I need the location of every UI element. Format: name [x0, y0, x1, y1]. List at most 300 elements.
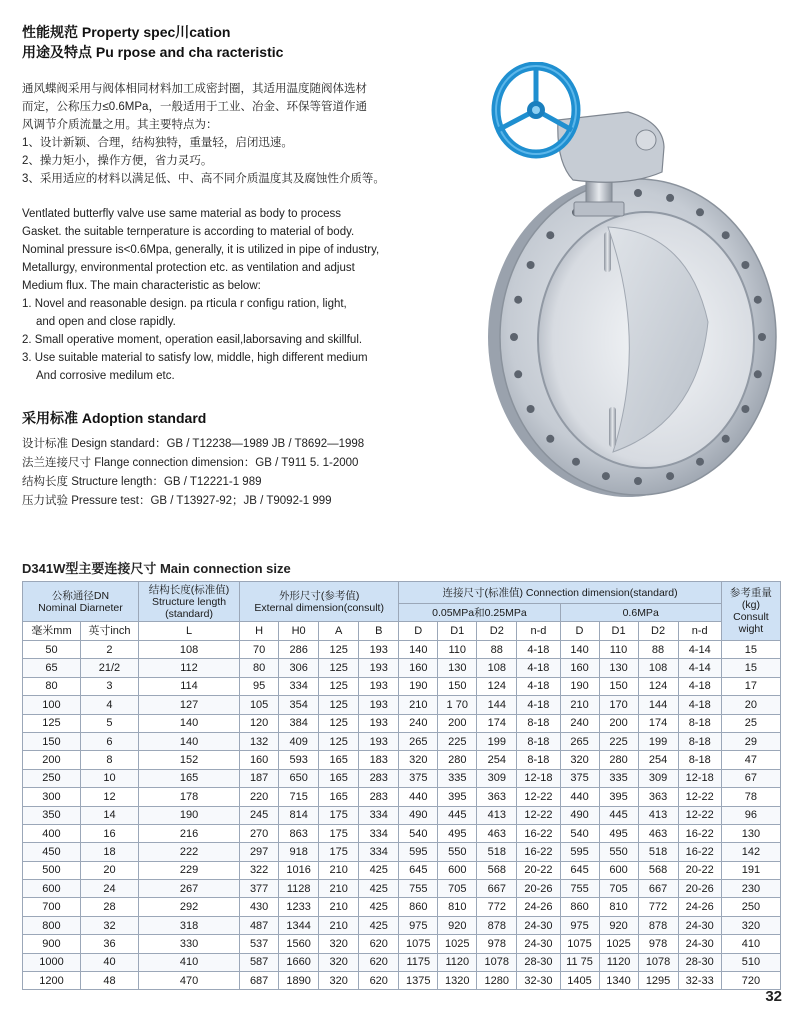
table-cell: 6: [80, 732, 138, 750]
table-cell: 120: [240, 714, 279, 732]
table-cell: 200: [438, 714, 477, 732]
table-cell: 430: [240, 898, 279, 916]
column-header: D1: [438, 622, 477, 641]
table-cell: 4-18: [517, 641, 560, 659]
table-cell: 36: [80, 935, 138, 953]
table-cell: 8-18: [517, 714, 560, 732]
table-cell: 12: [80, 788, 138, 806]
table-cell: 11 75: [560, 953, 599, 971]
table-cell: 88: [638, 641, 678, 659]
table-cell: 130: [438, 659, 477, 677]
table-cell: 8-18: [678, 732, 721, 750]
table-cell: 440: [560, 788, 599, 806]
table-cell: 130: [721, 824, 780, 842]
table-cell: 440: [399, 788, 438, 806]
table-cell: 2: [80, 641, 138, 659]
table-cell: 395: [438, 788, 477, 806]
property-heading: 性能规范 Property spec川cation: [22, 24, 231, 40]
table-cell: 309: [477, 769, 517, 787]
table-cell: 183: [359, 751, 399, 769]
column-header: D: [399, 622, 438, 641]
table-cell: 210: [319, 861, 359, 879]
column-header: D2: [638, 622, 678, 641]
table-cell: 18: [80, 843, 138, 861]
table-cell: 16-22: [517, 824, 560, 842]
table-cell: 283: [359, 788, 399, 806]
table-cell: 175: [319, 824, 359, 842]
table-cell: 595: [560, 843, 599, 861]
table-cell: 306: [279, 659, 319, 677]
table-cell: 67: [721, 769, 780, 787]
bolt-hole: [666, 194, 674, 202]
table-row: [23, 972, 781, 990]
table-cell: 495: [438, 824, 477, 842]
table-cell: 975: [399, 916, 438, 934]
table-cell: 96: [721, 806, 780, 824]
bolt-hole: [754, 296, 762, 304]
table-cell: 108: [138, 641, 239, 659]
chinese-line: 而定，公称压力≤0.6MPa，一般适用于工业、冶金、环保等管道作通: [22, 101, 367, 113]
table-cell: 125: [319, 659, 359, 677]
table-cell: 187: [240, 769, 279, 787]
table-cell: 193: [359, 659, 399, 677]
table-cell: 320: [319, 935, 359, 953]
table-cell: 150: [438, 677, 477, 695]
table-row: [23, 880, 781, 898]
table-cell: 144: [477, 696, 517, 714]
table-cell: 24-30: [678, 935, 721, 953]
table-cell: 4-18: [678, 696, 721, 714]
table-cell: 1375: [399, 972, 438, 990]
table-cell: 350: [23, 806, 81, 824]
table-cell: 8-18: [517, 732, 560, 750]
table-cell: 174: [477, 714, 517, 732]
table-cell: 140: [560, 641, 599, 659]
table-cell: 20: [80, 861, 138, 879]
bolt-hole: [514, 370, 522, 378]
table-cell: 395: [599, 788, 638, 806]
table-row: [23, 843, 781, 861]
table-cell: 445: [438, 806, 477, 824]
table-cell: 334: [359, 824, 399, 842]
column-header: 毫米mm: [23, 622, 81, 641]
table-row: [23, 788, 781, 806]
table-cell: 297: [240, 843, 279, 861]
table-cell: 292: [138, 898, 239, 916]
table-cell: 309: [638, 769, 678, 787]
english-line: And corrosive medilum etc.: [36, 370, 175, 382]
table-cell: 20-22: [678, 861, 721, 879]
table-cell: 199: [477, 732, 517, 750]
table-cell: 810: [438, 898, 477, 916]
table-cell: 50: [23, 641, 81, 659]
table-cell: 425: [359, 861, 399, 879]
table-cell: 32: [80, 916, 138, 934]
bolt-hole: [572, 458, 580, 466]
column-header: H0: [279, 622, 319, 641]
table-cell: 1660: [279, 953, 319, 971]
english-line: Metallurgy, environmental protection etc. as ventilation and adjust: [22, 262, 355, 274]
table-cell: 878: [638, 916, 678, 934]
bolt-hole: [514, 296, 522, 304]
table-cell: 160: [560, 659, 599, 677]
english-description: [22, 205, 379, 385]
table-cell: 175: [319, 806, 359, 824]
structure-length-header: 结构长度(标准值) Structure length (standard): [138, 582, 239, 622]
table-cell: 518: [477, 843, 517, 861]
table-row: [23, 659, 781, 677]
table-cell: 4: [80, 696, 138, 714]
table-cell: 110: [438, 641, 477, 659]
table-cell: 95: [240, 677, 279, 695]
table-row: [23, 935, 781, 953]
handwheel: [496, 66, 576, 154]
table-cell: 700: [23, 898, 81, 916]
table-cell: 225: [438, 732, 477, 750]
table-cell: 1128: [279, 880, 319, 898]
table-cell: 518: [638, 843, 678, 861]
weight-header: 参考重量 (kg) Consult wight: [721, 582, 780, 641]
column-header: D: [560, 622, 599, 641]
table-cell: 70: [240, 641, 279, 659]
chinese-line: 1、设计新颖、合理，结构独特，重量轻，启闭迅速。: [22, 137, 293, 149]
table-cell: 363: [638, 788, 678, 806]
table-cell: 114: [138, 677, 239, 695]
table-cell: 375: [399, 769, 438, 787]
table-cell: 863: [279, 824, 319, 842]
standard-item: 结构长度 Structure length：GB / T12221-1 989: [22, 476, 262, 488]
table-cell: 270: [240, 824, 279, 842]
table-cell: 600: [23, 880, 81, 898]
bolt-hole: [696, 208, 704, 216]
bolt-hole: [722, 435, 730, 443]
table-cell: 595: [399, 843, 438, 861]
table-cell: 425: [359, 916, 399, 934]
table-cell: 400: [23, 824, 81, 842]
table-cell: 1340: [599, 972, 638, 990]
table-cell: 29: [721, 732, 780, 750]
table-cell: 24-30: [678, 916, 721, 934]
table-cell: 4-18: [517, 677, 560, 695]
english-line: 2. Small operative moment, operation easil,laborsaving and skillful.: [22, 334, 363, 346]
table-cell: 8: [80, 751, 138, 769]
table-cell: 755: [399, 880, 438, 898]
table-cell: 124: [638, 677, 678, 695]
table-cell: 918: [279, 843, 319, 861]
standards-list: [22, 435, 364, 511]
table-cell: 490: [399, 806, 438, 824]
english-line: 1. Novel and reasonable design. pa rticula r configu ration, light,: [22, 298, 347, 310]
chinese-line: 3、采用适应的材料以满足低、中、高不同介质温度其及腐蚀性介质等。: [22, 173, 385, 185]
table-cell: 1 70: [438, 696, 477, 714]
column-header: D1: [599, 622, 638, 641]
table-cell: 720: [721, 972, 780, 990]
bolt-hole: [546, 435, 554, 443]
table-cell: 16-22: [678, 843, 721, 861]
table-cell: 425: [359, 880, 399, 898]
standard-item: 法兰连接尺寸 Flange connection dimension：GB / T911 5. 1-2000: [22, 457, 359, 469]
table-cell: 1078: [638, 953, 678, 971]
table-cell: 80: [23, 677, 81, 695]
table-cell: 860: [560, 898, 599, 916]
table-cell: 110: [599, 641, 638, 659]
connection-size-table: [22, 581, 781, 990]
table-cell: 170: [599, 696, 638, 714]
table-cell: 1025: [599, 935, 638, 953]
table-cell: 4-14: [678, 641, 721, 659]
table-cell: 165: [319, 788, 359, 806]
table-cell: 88: [477, 641, 517, 659]
table-cell: 165: [319, 769, 359, 787]
table-cell: 687: [240, 972, 279, 990]
bolt-hole: [666, 472, 674, 480]
table-cell: 105: [240, 696, 279, 714]
table-cell: 620: [359, 972, 399, 990]
column-header: L: [138, 622, 239, 641]
table-cell: 450: [23, 843, 81, 861]
table-cell: 1890: [279, 972, 319, 990]
column-subheader-row: [23, 622, 781, 641]
bolt-hole: [634, 189, 642, 197]
table-cell: 900: [23, 935, 81, 953]
table-cell: 28: [80, 898, 138, 916]
table-cell: 600: [599, 861, 638, 879]
table-cell: 354: [279, 696, 319, 714]
table-cell: 12-22: [517, 806, 560, 824]
table-cell: 1016: [279, 861, 319, 879]
table-cell: 12-22: [678, 788, 721, 806]
table-cell: 125: [319, 641, 359, 659]
standard-item: 设计标准 Design standard：GB / T12238—1989 JB / T8692—1998: [22, 438, 365, 450]
table-cell: 193: [359, 714, 399, 732]
table-cell: 1295: [638, 972, 678, 990]
table-cell: 28-30: [517, 953, 560, 971]
table-row: [23, 861, 781, 879]
table-cell: 1200: [23, 972, 81, 990]
table-cell: 1078: [477, 953, 517, 971]
table-cell: 125: [319, 714, 359, 732]
table-cell: 540: [399, 824, 438, 842]
bolt-hole: [527, 405, 535, 413]
table-cell: 229: [138, 861, 239, 879]
table-cell: 190: [138, 806, 239, 824]
table-cell: 152: [138, 751, 239, 769]
table-cell: 620: [359, 935, 399, 953]
table-cell: 48: [80, 972, 138, 990]
table-cell: 490: [560, 806, 599, 824]
table-cell: 4-18: [517, 659, 560, 677]
table-cell: 409: [279, 732, 319, 750]
table-cell: 500: [23, 861, 81, 879]
table-cell: 814: [279, 806, 319, 824]
table-cell: 165: [138, 769, 239, 787]
table-cell: 920: [599, 916, 638, 934]
table-cell: 78: [721, 788, 780, 806]
nominal-diameter-header: 公称通径DN Nominal Diarneter: [23, 582, 139, 622]
table-cell: 1405: [560, 972, 599, 990]
table-cell: 320: [721, 916, 780, 934]
table-cell: 4-18: [678, 677, 721, 695]
table-row: [23, 806, 781, 824]
table-cell: 108: [477, 659, 517, 677]
table-cell: 4-14: [678, 659, 721, 677]
table-cell: 320: [319, 972, 359, 990]
table-cell: 65: [23, 659, 81, 677]
table-cell: 975: [560, 916, 599, 934]
table-cell: 645: [399, 861, 438, 879]
table-cell: 24-26: [517, 898, 560, 916]
table-cell: 125: [23, 714, 81, 732]
table-cell: 222: [138, 843, 239, 861]
table-cell: 645: [560, 861, 599, 879]
table-cell: 1075: [560, 935, 599, 953]
table-cell: 20-26: [517, 880, 560, 898]
table-cell: 568: [638, 861, 678, 879]
bolt-hole: [722, 231, 730, 239]
column-header: A: [319, 622, 359, 641]
table-cell: 199: [638, 732, 678, 750]
table-cell: 142: [721, 843, 780, 861]
table-cell: 125: [319, 732, 359, 750]
table-cell: 410: [138, 953, 239, 971]
table-cell: 978: [477, 935, 517, 953]
table-cell: 225: [599, 732, 638, 750]
table-cell: 140: [399, 641, 438, 659]
table-cell: 1344: [279, 916, 319, 934]
table-cell: 190: [560, 677, 599, 695]
table-cell: 24-30: [517, 916, 560, 934]
table-cell: 25: [721, 714, 780, 732]
table-row: [23, 898, 781, 916]
table-cell: 150: [599, 677, 638, 695]
table-cell: 772: [638, 898, 678, 916]
table-cell: 108: [638, 659, 678, 677]
chinese-description: [22, 80, 385, 188]
table-cell: 20-26: [678, 880, 721, 898]
table-cell: 463: [477, 824, 517, 842]
table-cell: 1075: [399, 935, 438, 953]
table-cell: 334: [359, 843, 399, 861]
table-cell: 8-18: [678, 751, 721, 769]
table-cell: 210: [319, 916, 359, 934]
gearbox-cap: [636, 130, 656, 150]
table-cell: 463: [638, 824, 678, 842]
column-header: D2: [477, 622, 517, 641]
table-cell: 190: [399, 677, 438, 695]
bolt-hole: [510, 333, 518, 341]
table-cell: 15: [721, 659, 780, 677]
english-line: and open and close rapidly.: [36, 316, 176, 328]
table-body: [23, 641, 781, 990]
table-cell: 8-18: [678, 714, 721, 732]
table-cell: 384: [279, 714, 319, 732]
table-cell: 125: [319, 677, 359, 695]
english-line: Medium flux. The main characteristic as below:: [22, 280, 261, 292]
bolt-hole: [741, 405, 749, 413]
column-header: n-d: [517, 622, 560, 641]
table-cell: 978: [638, 935, 678, 953]
table-cell: 254: [638, 751, 678, 769]
table-cell: 445: [599, 806, 638, 824]
bolt-hole: [527, 261, 535, 269]
table-row: [23, 641, 781, 659]
table-cell: 1000: [23, 953, 81, 971]
table-cell: 40: [80, 953, 138, 971]
table-cell: 220: [240, 788, 279, 806]
table-cell: 21/2: [80, 659, 138, 677]
table-cell: 755: [560, 880, 599, 898]
table-cell: 140: [138, 714, 239, 732]
purpose-heading: 用途及特点 Pu rpose and cha racteristic: [22, 44, 284, 60]
table-cell: 210: [319, 898, 359, 916]
bolt-hole: [546, 231, 554, 239]
table-cell: 265: [399, 732, 438, 750]
table-cell: 320: [399, 751, 438, 769]
table-cell: 191: [721, 861, 780, 879]
table-cell: 8-18: [517, 751, 560, 769]
table-cell: 193: [359, 641, 399, 659]
table-cell: 245: [240, 806, 279, 824]
table-cell: 175: [319, 843, 359, 861]
bolt-hole: [741, 261, 749, 269]
table-cell: 715: [279, 788, 319, 806]
table-row: [23, 769, 781, 787]
bolt-hole: [758, 333, 766, 341]
table-cell: 210: [319, 880, 359, 898]
table-row: [23, 916, 781, 934]
table-cell: 112: [138, 659, 239, 677]
table-cell: 124: [477, 677, 517, 695]
table-cell: 144: [638, 696, 678, 714]
bolt-hole: [602, 472, 610, 480]
table-cell: 16: [80, 824, 138, 842]
bolt-hole: [634, 477, 642, 485]
table-cell: 20-22: [517, 861, 560, 879]
table-cell: 47: [721, 751, 780, 769]
upper-shaft-pin: [604, 232, 611, 272]
table-cell: 920: [438, 916, 477, 934]
table-cell: 16-22: [678, 824, 721, 842]
table-cell: 286: [279, 641, 319, 659]
table-cell: 495: [599, 824, 638, 842]
table-cell: 550: [438, 843, 477, 861]
table-cell: 550: [599, 843, 638, 861]
table-cell: 160: [399, 659, 438, 677]
butterfly-valve-image: [478, 62, 788, 502]
table-cell: 410: [721, 935, 780, 953]
table-cell: 322: [240, 861, 279, 879]
table-cell: 280: [599, 751, 638, 769]
table-row: [23, 953, 781, 971]
table-cell: 200: [23, 751, 81, 769]
chinese-line: 2、操力矩小，操作方便，省力灵巧。: [22, 155, 213, 167]
table-cell: 12-22: [678, 806, 721, 824]
table-cell: 3: [80, 677, 138, 695]
table-cell: 318: [138, 916, 239, 934]
table-cell: 150: [23, 732, 81, 750]
table-cell: 1560: [279, 935, 319, 953]
table-cell: 24-30: [517, 935, 560, 953]
table-cell: 130: [599, 659, 638, 677]
table-cell: 165: [319, 751, 359, 769]
table-cell: 667: [477, 880, 517, 898]
table-cell: 772: [477, 898, 517, 916]
table-cell: 24-26: [678, 898, 721, 916]
english-line: Gasket. the suitable ternperature is according to material of body.: [22, 226, 355, 238]
table-cell: 587: [240, 953, 279, 971]
table-cell: 377: [240, 880, 279, 898]
column-header: 英寸inch: [80, 622, 138, 641]
